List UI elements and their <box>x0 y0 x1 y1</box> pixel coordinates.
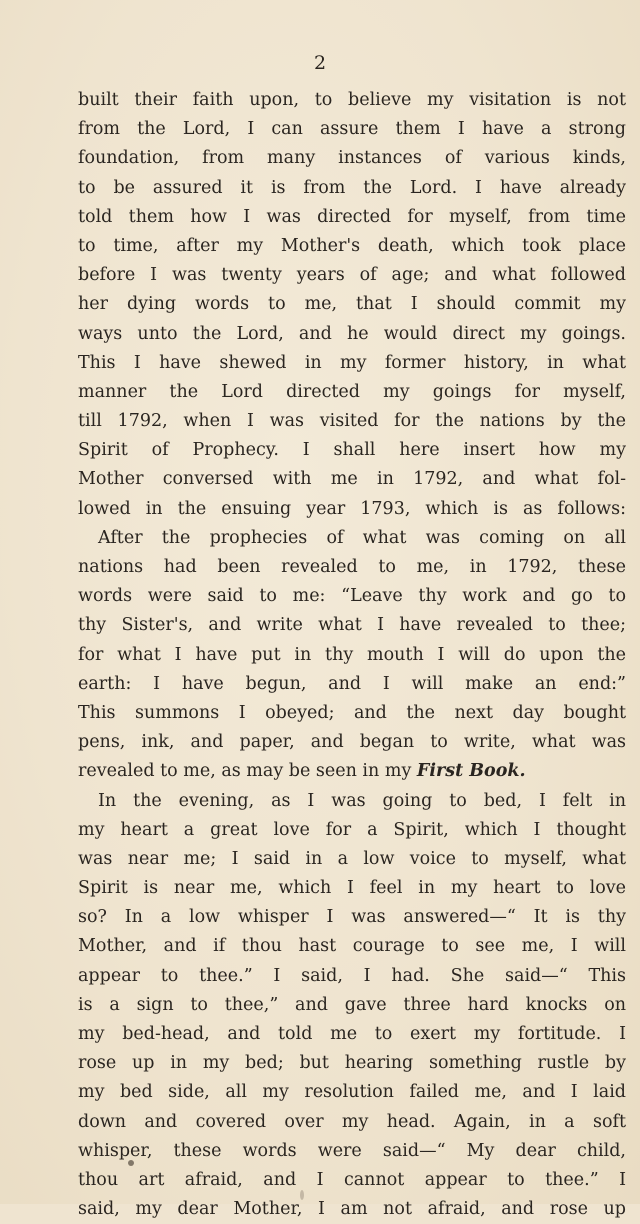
text-line <box>78 845 626 874</box>
text-line-content: nations had been revealed to me, in 1792, these <box>78 557 626 577</box>
text-line <box>78 290 626 319</box>
text-line-content: said, my dear Mother, I am not afraid, and rose up <box>78 1199 626 1220</box>
text-line-content: Mother conversed with me in 1792, and what fol- <box>78 469 626 490</box>
text-line <box>78 261 626 290</box>
text-line <box>78 611 626 640</box>
text-line <box>78 232 626 261</box>
text-line <box>78 553 626 582</box>
text-line <box>78 349 626 378</box>
text-line-content: rose up in my bed; but hearing something rustle by <box>78 1053 626 1074</box>
text-line-content: before I was twenty years of age; and what followed <box>78 265 626 286</box>
text-line <box>78 174 626 203</box>
text-line <box>78 115 626 144</box>
text-line-content: till 1792, when I was visited for the nations by the <box>78 411 626 432</box>
text-line-content: revealed to me, as may be seen in my <box>78 761 412 782</box>
text-line-content: thou art afraid, and I cannot appear to thee.” I <box>78 1169 626 1190</box>
text-line-content: Spirit of Prophecy. I shall here insert how my <box>78 440 626 461</box>
text-line <box>78 86 626 115</box>
text-line-content: Mother, and if thou hast courage to see me, I will <box>78 936 626 957</box>
text-line-content: words were said to me: “Leave thy work and go to <box>78 586 626 607</box>
text-line <box>78 144 626 173</box>
text-line <box>78 1137 626 1166</box>
text-line-content: my bed-head, and told me to exert my fortitude. I <box>78 1024 626 1044</box>
text-line <box>78 582 626 611</box>
text-line <box>78 1078 626 1107</box>
text-line-content: built their faith upon, to believe my visitation is not <box>78 90 626 110</box>
text-line-content: my heart a great love for a Spirit, which I thought <box>78 819 626 840</box>
text-line <box>78 816 626 845</box>
text-line-content: earth: I have begun, and I will make an end:” <box>78 673 626 694</box>
text-line-content: This I have shewed in my former history, in what <box>78 352 626 373</box>
text-line <box>78 465 626 494</box>
text-line-content: my bed side, all my resolution failed me, and I laid <box>78 1082 626 1103</box>
text-line-content: ways unto the Lord, and he would direct my goings. <box>78 323 626 344</box>
text-line-content: to be assured it is from the Lord. I have already <box>78 177 626 198</box>
text-line-content: Spirit is near me, which I feel in my heart to love <box>78 878 626 899</box>
text-line-content: from the Lord, I can assure them I have a strong <box>78 119 626 140</box>
text-line-content: lowed in the ensuing year 1793, which is as follows: <box>78 498 626 519</box>
text-line <box>78 991 626 1020</box>
text-line <box>78 495 626 524</box>
text-line <box>78 203 626 232</box>
text-line <box>78 874 626 903</box>
text-line-content: whisper, these words were said—“ My dear child, <box>78 1140 626 1161</box>
text-line <box>78 699 626 728</box>
body-text <box>78 86 626 1224</box>
text-line <box>78 962 626 991</box>
text-line-content: appear to thee.” I said, I had. She said—“ This <box>78 965 626 986</box>
text-line <box>78 1166 626 1195</box>
text-line-content: to time, after my Mother's death, which took place <box>78 235 626 256</box>
text-line-content: manner the Lord directed my goings for myself, <box>78 381 626 402</box>
text-line-content: foundation, from many instances of various kinds, <box>78 148 626 169</box>
page-number: 2 <box>313 52 327 74</box>
text-line <box>78 524 626 553</box>
text-line <box>78 436 626 465</box>
text-line-content: told them how I was directed for myself, from time <box>78 206 626 227</box>
text-line <box>78 1020 626 1049</box>
text-line <box>78 641 626 670</box>
text-line-content: This summons I obeyed; and the next day bought <box>78 702 626 723</box>
text-line-content: In the evening, as I was going to bed, I felt in <box>98 790 626 811</box>
text-line-content: thy Sister's, and write what I have revealed to thee; <box>78 615 626 636</box>
text-line-content: was near me; I said in a low voice to myself, what <box>78 848 626 869</box>
text-line <box>78 787 626 816</box>
text-line <box>78 757 626 786</box>
text-line-content: her dying words to me, that I should commit my <box>78 294 626 315</box>
text-line <box>78 670 626 699</box>
text-line <box>78 728 626 757</box>
text-line <box>78 932 626 961</box>
text-line <box>78 1195 626 1224</box>
text-line-content: After the prophecies of what was coming on all <box>98 527 626 548</box>
text-line-content: down and covered over my head. Again, in a soft <box>78 1111 626 1132</box>
text-line-content: so? In a low whisper I was answered—“ It is thy <box>78 907 626 928</box>
text-line-content: for what I have put in thy mouth I will do upon the <box>78 644 626 665</box>
text-line <box>78 320 626 349</box>
text-line <box>78 903 626 932</box>
text-line <box>78 407 626 436</box>
text-line <box>78 1108 626 1137</box>
text-line-content: is a sign to thee,” and gave three hard knocks on <box>78 994 626 1015</box>
text-line <box>78 1049 626 1078</box>
book-title-italic: First Book. <box>416 761 526 782</box>
text-line <box>78 378 626 407</box>
text-line-content: pens, ink, and paper, and began to write, what was <box>78 732 626 753</box>
